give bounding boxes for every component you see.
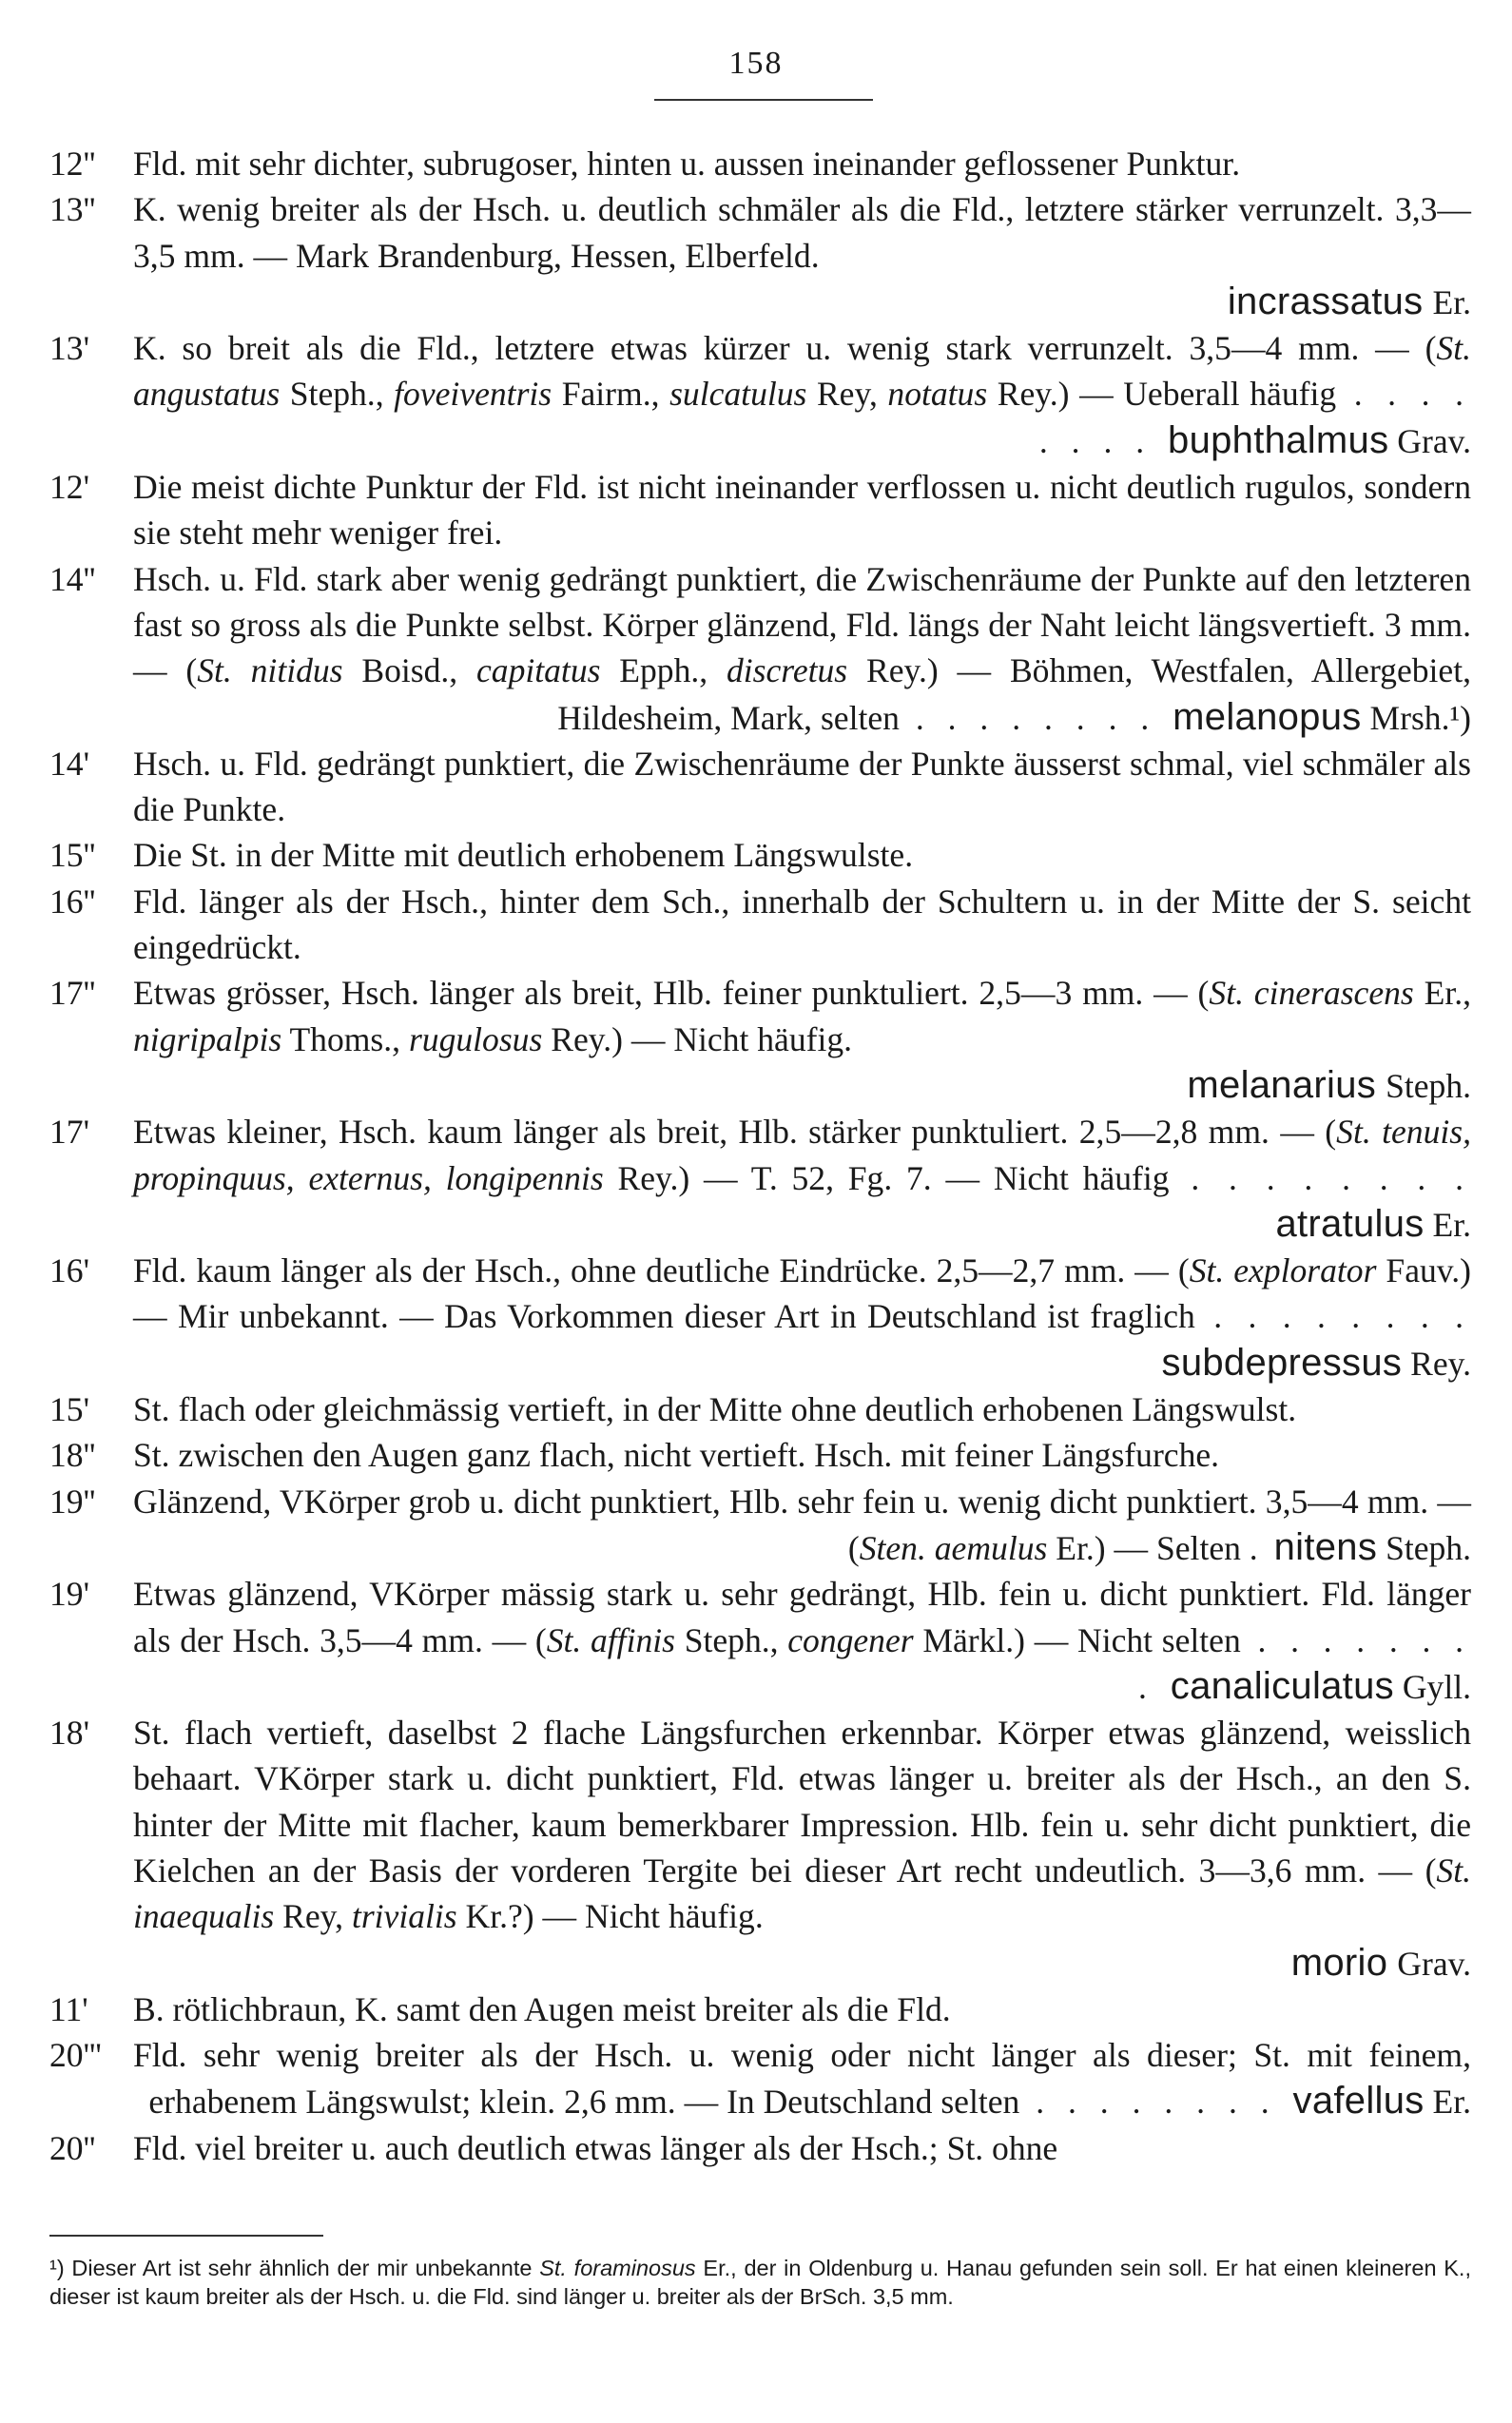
text-run: Kr.?) — Nicht häufig. <box>456 1897 764 1936</box>
species-line <box>133 1062 1471 1109</box>
text-run: K. wenig breiter als der Hsch. u. deutlich schmäler als die Fld., letztere stärker verrunzelt. 3,3—3,5 mm. — Mark Brandenburg, Hessen, Elberfeld. <box>133 190 1471 275</box>
text-run: Rey.) — Böhmen, Westfalen, Allergebiet, Hildesheim, Mark, selten <box>557 651 1471 737</box>
taxon-name: capitatus <box>476 651 601 690</box>
key-entry <box>49 325 1471 464</box>
text-run: Fld. sehr wenig breiter als der Hsch. u. wenig oder nicht länger als dieser; St. mit feinem, erhabenem Längswulst; klein. 2,6 mm. — In Deutschland selten <box>133 2036 1471 2122</box>
entry-text <box>133 1432 1471 1478</box>
text-run: Fld. länger als der Hsch., hinter dem Sch., innerhalb der Schultern u. in der Mitte der S. seicht eingedrückt. <box>133 882 1471 967</box>
entry-text <box>133 1987 1471 2032</box>
species-name: melanopus <box>1173 695 1362 738</box>
key-entry <box>49 1987 1471 2032</box>
species-name: vafellus <box>1292 2080 1425 2123</box>
entry-text <box>133 879 1471 971</box>
species-author: Er. <box>1432 2083 1471 2122</box>
species-name: incrassatus <box>1227 280 1424 322</box>
species-author: Er. <box>1432 1205 1471 1244</box>
entry-text <box>133 1710 1471 1987</box>
couplet-number: 16' <box>49 1251 89 1290</box>
text-run: K. so breit als die Fld., letztere etwas kürzer u. wenig stark verrunzelt. 3,5—4 mm. — ( <box>133 329 1437 368</box>
species-author: Grav. <box>1397 1944 1471 1983</box>
species-leader <box>1258 1525 1471 1568</box>
species-name: nitens <box>1273 1525 1378 1568</box>
species-author: Gyll. <box>1402 1667 1471 1706</box>
text-run: Er., <box>1413 974 1472 1013</box>
couplet-number: 19'' <box>49 1482 96 1521</box>
entry-text <box>133 832 1471 878</box>
text-run: Die meist dichte Punktur der Fld. ist nicht ineinander verflossen u. nicht deutlich rugulos, sondern sie steht mehr weniger frei. <box>133 468 1471 552</box>
leader-dots: . . . . . . . . <box>1137 1620 1471 1706</box>
entry-text <box>133 141 1471 186</box>
taxon-name: St. affinis <box>546 1620 675 1659</box>
key-entry <box>49 832 1471 878</box>
couplet-number: 19' <box>49 1575 89 1614</box>
leader-dots <box>1258 1529 1274 1567</box>
key-entry <box>49 1479 1471 1572</box>
entry-body <box>133 329 1471 413</box>
couplet-number: 17'' <box>49 974 96 1013</box>
species-leader <box>1019 2080 1471 2123</box>
couplet-number: 14'' <box>49 559 96 598</box>
species-leader <box>899 695 1471 738</box>
text-run: Fld. mit sehr dichter, subrugoser, hinten u. aussen ineinander geflossener Punktur. <box>133 145 1241 183</box>
text-run: St. flach vertieft, daselbst 2 flache Längsfurchen erkennbar. Körper etwas glänzend, weisslich behaart. VKörper stark u. dicht punktiert, Fld. etwas länger u. breiter als der Hsch., an den S. hinter der Mitte mit flacher, kaum bemerkbarer Impression. Hlb. fein u. sehr dicht punktiert, die Kielchen an der Basis der vorderen Tergite bei dieser Art recht undeutlich. 3—3,6 mm. — ( <box>133 1714 1471 1890</box>
species-name: canaliculatus <box>1170 1664 1394 1707</box>
text-run: Etwas kleiner, Hsch. kaum länger als breit, Hlb. stärker punktuliert. 2,5—2,8 mm. — ( <box>133 1113 1337 1152</box>
couplet-number: 12' <box>49 468 89 507</box>
leader-dots: . . . . . . . . <box>1038 375 1472 460</box>
entry-text <box>133 1571 1471 1710</box>
text-run: Rey, <box>274 1897 352 1936</box>
text-run: Märkl.) — Nicht selten <box>913 1620 1241 1659</box>
footnote-marker: ¹) <box>49 2256 72 2280</box>
leader-dots: . . . . . . . . <box>899 698 1173 737</box>
leader-dots: . . . . . . . . <box>1019 2083 1293 2122</box>
text-run: Glänzend, VKörper grob u. dicht punktiert, Hlb. sehr fein u. wenig dicht punktiert. 3,5—4 mm. — ( <box>133 1482 1471 1567</box>
taxon-name: trivialis <box>351 1897 457 1936</box>
key-entry <box>49 186 1471 325</box>
text-run: Hsch. u. Fld. stark aber wenig gedrängt punktiert, die Zwischenräume der Punkte auf den letzteren fast so gross als die Punkte selbst. Körper glänzend, Fld. längs der Naht leicht längsvertieft. 3 mm. — ( <box>133 559 1471 690</box>
couplet-number: 20'' <box>49 2128 96 2167</box>
text-run: Fld. viel breiter u. auch deutlich etwas länger als der Hsch.; St. ohne <box>133 2128 1058 2167</box>
species-name: subdepressus <box>1161 1341 1403 1384</box>
text-run: St. flach oder gleichmässig vertieft, in der Mitte ohne deutlich erhobenen Längswulst. <box>133 1390 1297 1429</box>
text-run: Dieser Art ist sehr ähnlich der mir unbekannte <box>71 2256 540 2280</box>
species-author: Rey. <box>1410 1344 1471 1383</box>
taxon-name: St. cinerascens <box>1209 974 1414 1013</box>
entry-text <box>133 1386 1471 1432</box>
key-entry <box>49 1571 1471 1710</box>
couplet-number: 17' <box>49 1113 89 1152</box>
text-run: Fld. kaum länger als der Hsch., ohne deutliche Eindrücke. 2,5—2,7 mm. — ( <box>133 1251 1190 1290</box>
text-run: Boisd., <box>342 651 476 690</box>
key-entry <box>49 970 1471 1109</box>
taxon-name: discretus <box>727 651 848 690</box>
key-entry <box>49 1710 1471 1987</box>
couplet-number: 15'' <box>49 836 96 875</box>
species-line <box>133 279 1471 325</box>
key-entry <box>49 741 1471 833</box>
text-run: Fauv.) — Mir unbekannt. — Das Vorkommen dieser Art in Deutschland ist fraglich <box>133 1251 1471 1336</box>
key-entry <box>49 464 1471 556</box>
taxon-name: St. foraminosus <box>539 2256 696 2280</box>
text-run: Etwas grösser, Hsch. länger als breit, Hlb. feiner punktuliert. 2,5—3 mm. — ( <box>133 974 1210 1013</box>
taxon-name: St. angustatus <box>133 329 1471 414</box>
text-run: Fairm., <box>552 375 670 414</box>
entry-text <box>133 2125 1471 2171</box>
text-run: Rey.) — Ueberall häufig <box>987 375 1337 414</box>
key-entry <box>49 141 1471 186</box>
couplet-number: 20''' <box>49 2036 102 2075</box>
key-entry <box>49 1386 1471 1432</box>
entry-text <box>133 186 1471 325</box>
couplet-number: 13' <box>49 329 89 368</box>
key-text <box>49 141 1471 2171</box>
entry-text <box>133 464 1471 556</box>
entry-text <box>133 1479 1471 1572</box>
taxon-name: congener <box>787 1620 914 1659</box>
leader-dots: . . . . . . . . <box>1169 1158 1472 1197</box>
entry-text <box>133 970 1471 1109</box>
text-run: Epph., <box>600 651 727 690</box>
species-line <box>133 1940 1471 1987</box>
species-author: Steph. <box>1386 1066 1471 1105</box>
couplet-number: 13'' <box>49 190 96 229</box>
entry-text <box>133 556 1471 741</box>
species-leader <box>1162 1297 1471 1382</box>
species-name: morio <box>1290 1941 1388 1984</box>
key-entry <box>49 1432 1471 1478</box>
entry-text <box>133 325 1471 464</box>
species-leader <box>1170 1159 1471 1244</box>
taxon-name: foveiventris <box>394 375 552 414</box>
entry-text <box>133 741 1471 833</box>
couplet-number: 11' <box>49 1989 88 2028</box>
key-entry <box>49 1109 1471 1248</box>
text-run: Thoms., <box>281 1019 409 1058</box>
key-entry <box>49 1248 1471 1386</box>
text-run: Hsch. u. Fld. gedrängt punktiert, die Zwischenräume der Punkte äusserst schmal, viel schmäler als die Punkte. <box>133 744 1471 829</box>
text-run: Er.) — Selten . <box>1047 1528 1258 1567</box>
taxon-name: nigripalpis <box>133 1019 282 1058</box>
taxon-name: notatus <box>887 375 988 414</box>
text-run: Rey, <box>806 375 888 414</box>
text-run: Rey.) — Nicht häufig. <box>542 1019 853 1058</box>
couplet-number: 16'' <box>49 882 96 921</box>
species-name: atratulus <box>1275 1202 1425 1245</box>
taxon-name: St. nitidus <box>197 651 343 690</box>
header-rule <box>654 99 873 101</box>
text-run: Steph., <box>280 375 395 414</box>
species-author: Er. <box>1432 282 1471 321</box>
entry-text <box>133 2032 1471 2125</box>
key-entry <box>49 879 1471 971</box>
footnote <box>49 2254 1471 2311</box>
entry-text <box>133 1109 1471 1248</box>
couplet-number: 15' <box>49 1390 89 1429</box>
key-entry <box>49 2032 1471 2125</box>
page-number: 158 <box>728 46 784 81</box>
taxon-name: St. explorator <box>1189 1251 1377 1290</box>
species-name: melanarius <box>1187 1063 1377 1106</box>
key-entry <box>49 2125 1471 2171</box>
couplet-number: 18' <box>49 1714 89 1753</box>
taxon-name: Sten. aemulus <box>859 1528 1048 1567</box>
leader-dots: . . . . . . . . <box>1194 1297 1471 1336</box>
text-run: Etwas glänzend, VKörper mässig stark u. sehr gedrängt, Hlb. fein u. dicht punktiert. Fld. länger als der Hsch. 3,5—4 mm. — ( <box>133 1575 1471 1659</box>
taxon-name: sulcatulus <box>669 375 807 414</box>
couplet-number: 14' <box>49 744 89 783</box>
text-run: B. rötlichbraun, K. samt den Augen meist breiter als die Fld. <box>133 1989 951 2028</box>
couplet-number: 18'' <box>49 1436 96 1475</box>
species-name: buphthalmus <box>1168 418 1389 461</box>
taxon-name: rugulosus <box>408 1019 543 1058</box>
text-run: Die St. in der Mitte mit deutlich erhobenem Längswulste. <box>133 836 914 875</box>
text-run: Er., der in Oldenburg u. Hanau gefunden sein soll. Er hat einen kleineren K., dieser ist kaum breiter als der Hsch. u. die Fld. sind länger u. breiter als der BrSch. 3,5 mm. <box>49 2256 1471 2309</box>
species-author: Steph. <box>1386 1528 1471 1567</box>
species-author: Grav. <box>1397 421 1471 460</box>
entry-text <box>133 1248 1471 1386</box>
species-author: Mrsh.¹) <box>1369 698 1471 737</box>
text-run: St. zwischen den Augen ganz flach, nicht vertieft. Hsch. mit feiner Längsfurche. <box>133 1436 1220 1475</box>
taxon-name: St. tenuis, propinquus, externus, longipennis <box>133 1113 1471 1197</box>
text-run: Rey.) — T. 52, Fg. 7. — Nicht häufig <box>603 1158 1170 1197</box>
footnote-rule <box>49 2235 323 2237</box>
taxon-name: St. inaequalis <box>133 1851 1471 1936</box>
couplet-number: 12'' <box>49 145 96 183</box>
text-run: Steph., <box>674 1620 788 1659</box>
key-entry <box>49 556 1471 741</box>
